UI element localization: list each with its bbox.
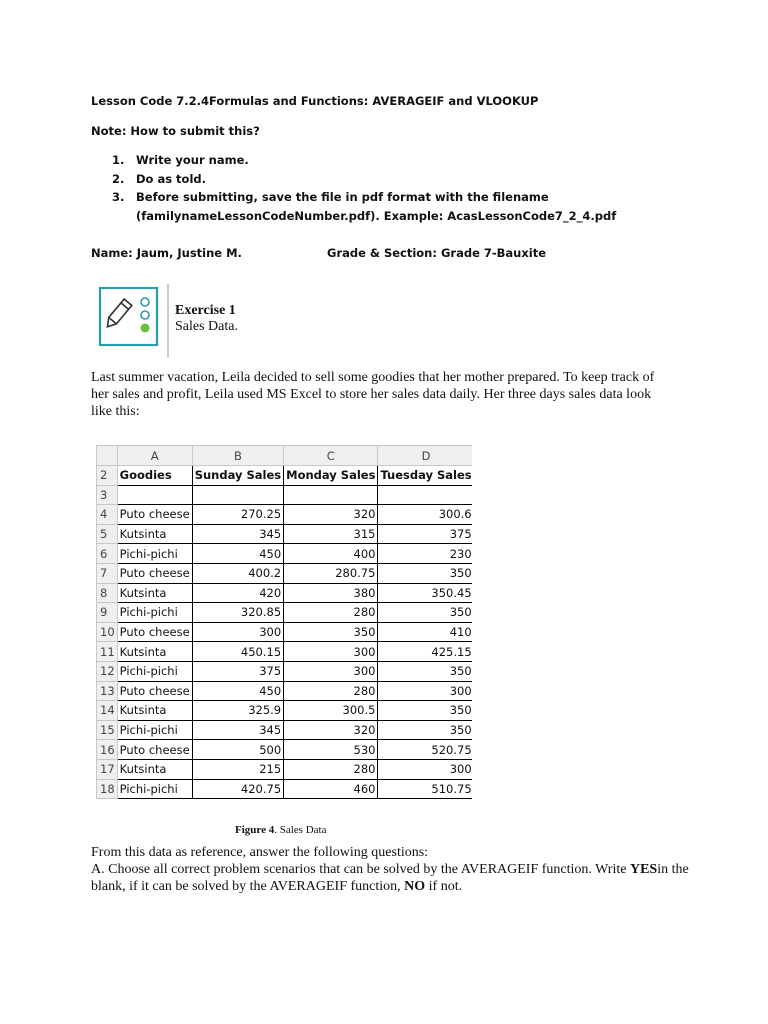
exercise-subtitle: Sales Data. (175, 319, 238, 334)
row-number: 6 (97, 544, 118, 564)
sales-cell: 280 (284, 759, 378, 779)
sales-cell: 230 (378, 544, 472, 564)
sales-cell: 400 (284, 544, 378, 564)
table-row (97, 701, 473, 721)
row-number: 8 (97, 583, 118, 603)
sales-cell: 450 (192, 544, 283, 564)
goodies-cell: Puto cheese (117, 681, 192, 701)
column-header: D (378, 446, 472, 466)
sales-cell: 300 (284, 642, 378, 662)
sales-cell: 320 (284, 720, 378, 740)
goodies-cell: Pichi-pichi (117, 720, 192, 740)
row-number: 18 (97, 779, 118, 799)
row-number: 14 (97, 701, 118, 721)
instruction-step: 2. Do as told. (112, 172, 206, 186)
sales-cell: 350 (378, 701, 472, 721)
sales-cell: 350.45 (378, 583, 472, 603)
table-row (97, 505, 473, 525)
sales-cell: 280 (284, 603, 378, 623)
sales-cell: 450.15 (192, 642, 283, 662)
goodies-cell: Puto cheese (117, 563, 192, 583)
sales-cell: 350 (378, 661, 472, 681)
sales-table (96, 445, 472, 799)
row-number: 12 (97, 661, 118, 681)
sales-cell: 345 (192, 720, 283, 740)
row-number: 2 (97, 466, 118, 486)
goodies-cell: Pichi-pichi (117, 661, 192, 681)
sales-cell: 300.6 (378, 505, 472, 525)
sales-cell: 300 (378, 759, 472, 779)
goodies-cell: Puto cheese (117, 622, 192, 642)
goodies-cell: Puto cheese (117, 740, 192, 760)
sales-cell: 420 (192, 583, 283, 603)
sales-cell: 320.85 (192, 603, 283, 623)
header-cell: Monday Sales (284, 466, 378, 486)
row-number: 3 (97, 485, 118, 505)
table-row (97, 661, 473, 681)
student-name: Name: Jaum, Justine M. (91, 246, 242, 260)
question-a: A. Choose all correct problem scenarios that can be solved by the AVERAGEIF function. Write YESin the blank, if it can be solved by the AVERAGEIF function, NO if not. (91, 862, 689, 894)
header-cell: Sunday Sales (192, 466, 283, 486)
intro-paragraph: Last summer vacation, Leila decided to sell some goodies that her mother prepared. To keep track of her sales and profit, Leila used MS Excel to store her sales data daily. Her three days sales data look like this: (91, 370, 655, 419)
sales-cell: 350 (378, 720, 472, 740)
row-number: 4 (97, 505, 118, 525)
figure-caption: Figure 4. Sales Data (235, 824, 327, 836)
row-number: 5 (97, 524, 118, 544)
column-header-row (97, 446, 473, 466)
lesson-title: Lesson Code 7.2.4Formulas and Functions: AVERAGEIF and VLOOKUP (91, 94, 539, 108)
header-cell: Goodies (117, 466, 192, 486)
goodies-cell: Kutsinta (117, 583, 192, 603)
sales-cell: 420.75 (192, 779, 283, 799)
sales-cell: 315 (284, 524, 378, 544)
sales-cell: 425.15 (378, 642, 472, 662)
sales-cell: 400.2 (192, 563, 283, 583)
table-row (97, 740, 473, 760)
table-row (97, 583, 473, 603)
table-row (97, 524, 473, 544)
row-number: 16 (97, 740, 118, 760)
row-number: 10 (97, 622, 118, 642)
table-row (97, 720, 473, 740)
sales-cell: 500 (192, 740, 283, 760)
sales-cell: 380 (284, 583, 378, 603)
sales-cell: 410 (378, 622, 472, 642)
row-number: 7 (97, 563, 118, 583)
sales-cell: 350 (378, 563, 472, 583)
sales-cell: 280.75 (284, 563, 378, 583)
sales-cell: 325.9 (192, 701, 283, 721)
header-cell: Tuesday Sales (378, 466, 472, 486)
column-header: A (117, 446, 192, 466)
table-header-row (97, 466, 473, 486)
table-row (97, 779, 473, 799)
row-number: 9 (97, 603, 118, 623)
sales-cell: 375 (192, 661, 283, 681)
table-row (97, 622, 473, 642)
sales-cell: 350 (378, 603, 472, 623)
corner-cell (97, 446, 118, 466)
sales-cell: 520.75 (378, 740, 472, 760)
sales-cell: 215 (192, 759, 283, 779)
questions-intro: From this data as reference, answer the following questions: (91, 845, 429, 860)
column-header: B (192, 446, 283, 466)
sales-cell: 460 (284, 779, 378, 799)
table-row (97, 563, 473, 583)
questions-section (91, 844, 691, 895)
goodies-cell: Kutsinta (117, 759, 192, 779)
row-number: 15 (97, 720, 118, 740)
submit-note: Note: How to submit this? (91, 124, 260, 138)
goodies-cell: Kutsinta (117, 642, 192, 662)
table-row (97, 603, 473, 623)
column-header: C (284, 446, 378, 466)
table-row (97, 759, 473, 779)
blank-row (97, 485, 473, 505)
instruction-step-continued: (familynameLessonCodeNumber.pdf). Example: AcasLessonCode7_2_4.pdf (136, 209, 617, 223)
row-number: 11 (97, 642, 118, 662)
sales-cell: 300.5 (284, 701, 378, 721)
exercise-title: Exercise 1 (175, 303, 236, 318)
table-row (97, 544, 473, 564)
goodies-cell: Kutsinta (117, 524, 192, 544)
table-row (97, 681, 473, 701)
instruction-step: 3. Before submitting, save the file in pdf format with the filename (112, 190, 549, 204)
sales-cell: 300 (192, 622, 283, 642)
sales-cell: 320 (284, 505, 378, 525)
sales-cell: 300 (378, 681, 472, 701)
sales-cell: 300 (284, 661, 378, 681)
row-number: 17 (97, 759, 118, 779)
sales-cell: 345 (192, 524, 283, 544)
sales-cell: 270.25 (192, 505, 283, 525)
row-number: 13 (97, 681, 118, 701)
sales-cell: 450 (192, 681, 283, 701)
table-row (97, 642, 473, 662)
goodies-cell: Puto cheese (117, 505, 192, 525)
goodies-cell: Pichi-pichi (117, 544, 192, 564)
sales-cell: 280 (284, 681, 378, 701)
goodies-cell: Kutsinta (117, 701, 192, 721)
sales-cell: 375 (378, 524, 472, 544)
instruction-step: 1. Write your name. (112, 153, 249, 167)
sales-cell: 530 (284, 740, 378, 760)
goodies-cell: Pichi-pichi (117, 779, 192, 799)
spreadsheet-figure (96, 445, 472, 805)
goodies-cell: Pichi-pichi (117, 603, 192, 623)
grade-section: Grade & Section: Grade 7-Bauxite (327, 246, 547, 260)
sales-cell: 350 (284, 622, 378, 642)
sales-cell: 510.75 (378, 779, 472, 799)
